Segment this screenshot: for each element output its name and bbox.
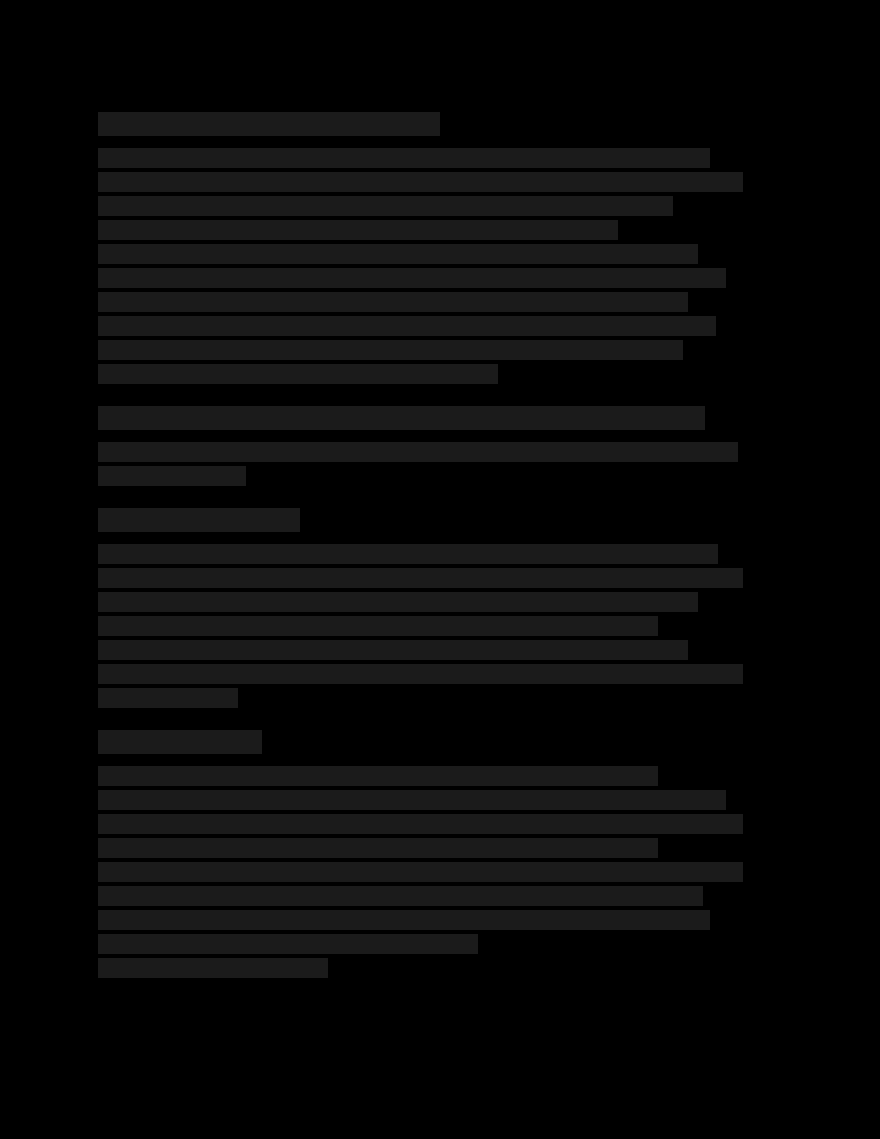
text-line-redacted xyxy=(98,268,726,288)
section-3 xyxy=(98,508,748,708)
text-line-redacted xyxy=(98,364,498,384)
text-line-redacted xyxy=(98,544,718,564)
text-line-redacted xyxy=(98,340,683,360)
text-line-redacted xyxy=(98,838,658,858)
text-line-redacted xyxy=(98,934,478,954)
text-line-redacted xyxy=(98,220,618,240)
text-line-redacted xyxy=(98,172,743,192)
text-line-redacted xyxy=(98,688,238,708)
text-line-redacted xyxy=(98,664,743,684)
section-4 xyxy=(98,730,748,978)
section-2 xyxy=(98,406,748,486)
text-line-redacted xyxy=(98,244,698,264)
text-line-redacted xyxy=(98,766,658,786)
text-line-redacted xyxy=(98,886,703,906)
text-line-redacted xyxy=(98,148,710,168)
section-1 xyxy=(98,112,748,384)
section-heading-redacted xyxy=(98,730,262,754)
text-line-redacted xyxy=(98,958,328,978)
paragraph-redacted xyxy=(98,766,748,978)
text-line-redacted xyxy=(98,790,726,810)
text-line-redacted xyxy=(98,640,688,660)
paragraph-redacted xyxy=(98,442,748,486)
paragraph-redacted xyxy=(98,544,748,708)
text-line-redacted xyxy=(98,292,688,312)
text-line-redacted xyxy=(98,910,710,930)
paragraph-redacted xyxy=(98,148,748,384)
text-line-redacted xyxy=(98,592,698,612)
text-line-redacted xyxy=(98,616,658,636)
text-line-redacted xyxy=(98,814,743,834)
text-line-redacted xyxy=(98,568,743,588)
section-heading-redacted xyxy=(98,508,300,532)
text-line-redacted xyxy=(98,466,246,486)
text-line-redacted xyxy=(98,442,738,462)
section-heading-redacted xyxy=(98,406,705,430)
text-line-redacted xyxy=(98,196,673,216)
text-line-redacted xyxy=(98,316,716,336)
section-heading-redacted xyxy=(98,112,440,136)
text-line-redacted xyxy=(98,862,743,882)
document-page xyxy=(98,112,748,1000)
